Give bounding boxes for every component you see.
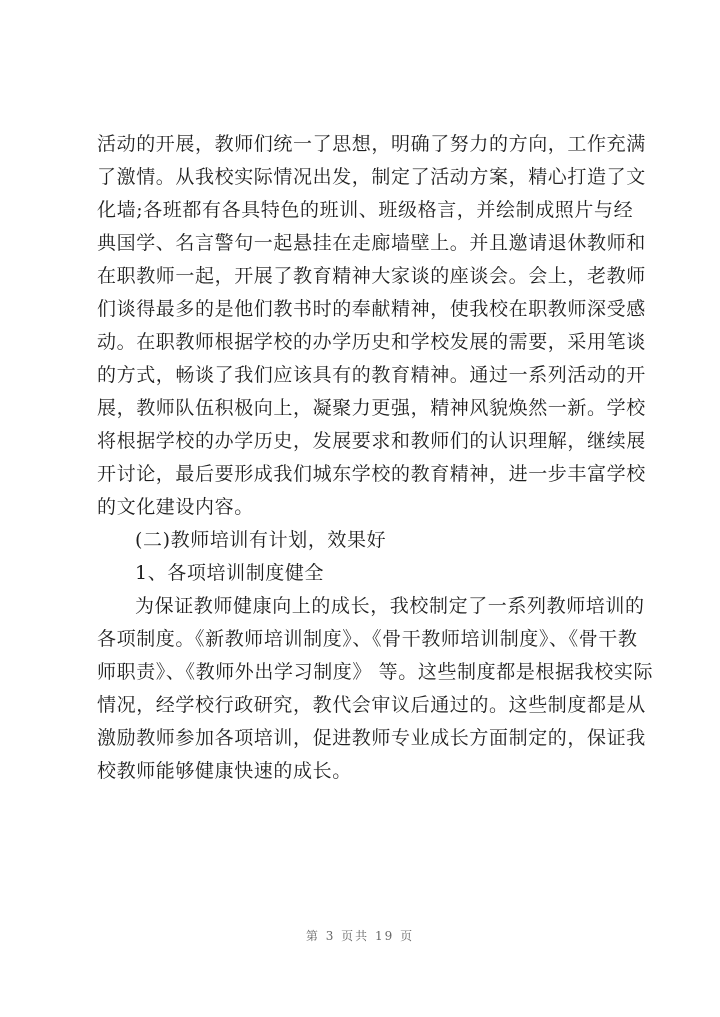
section-heading: (二)教师培训有计划，效果好 [135,529,387,551]
text-line: 的文化建设内容。 [97,496,254,518]
text-line: 各项制度。《新教师培训制度》、《骨干教师培训制度》、《骨干教 [97,628,638,650]
text-line: 活动的开展，教师们统一了思想，明确了努力的方向，工作充满 [97,133,646,155]
paragraph-activities [97,128,657,524]
page-number-footer: 第 3 页共 19 页 [305,929,415,943]
paragraph-training-system [97,590,657,788]
text-line: 的方式，畅谈了我们应该具有的教育精神。通过一系列活动的开 [97,364,646,386]
subsection-heading: 1、各项培训制度健全 [135,562,325,584]
text-line: 校教师能够健康快速的成长。 [97,760,352,782]
text-line: 了激情。从我校实际情况出发，制定了活动方案，精心打造了文 [97,166,646,188]
text-line: 激励教师参加各项培训，促进教师专业成长方面制定的，保证我 [97,727,646,749]
text-line: 化墙;各班都有各具特色的班训、班级格言，并绘制成照片与经 [97,199,634,221]
text-line: 展，教师队伍积极向上，凝聚力更强，精神风貌焕然一新。学校 [97,397,646,419]
text-line: 师职责》、《教师外出学习制度》 等。这些制度都是根据我校实际 [97,661,654,683]
text-line: 典国学、名言警句一起悬挂在走廊墙壁上。并且邀请退休教师和 [97,232,646,254]
document-body [97,128,657,788]
text-line: 动。在职教师根据学校的办学历史和学校发展的需要，采用笔谈 [97,331,646,353]
text-line: 情况，经学校行政研究，教代会审议后通过的。这些制度都是从 [97,694,646,716]
text-line: 将根据学校的办学历史，发展要求和教师们的认识理解，继续展 [97,430,646,452]
text-line: 在职教师一起，开展了教育精神大家谈的座谈会。会上，老教师 [97,265,646,287]
text-line: 为保证教师健康向上的成长，我校制定了一系列教师培训的 [135,595,645,617]
text-line: 们谈得最多的是他们教书时的奉献精神，使我校在职教师深受感 [97,298,646,320]
text-line: 开讨论，最后要形成我们城东学校的教育精神，进一步丰富学校 [97,463,646,485]
